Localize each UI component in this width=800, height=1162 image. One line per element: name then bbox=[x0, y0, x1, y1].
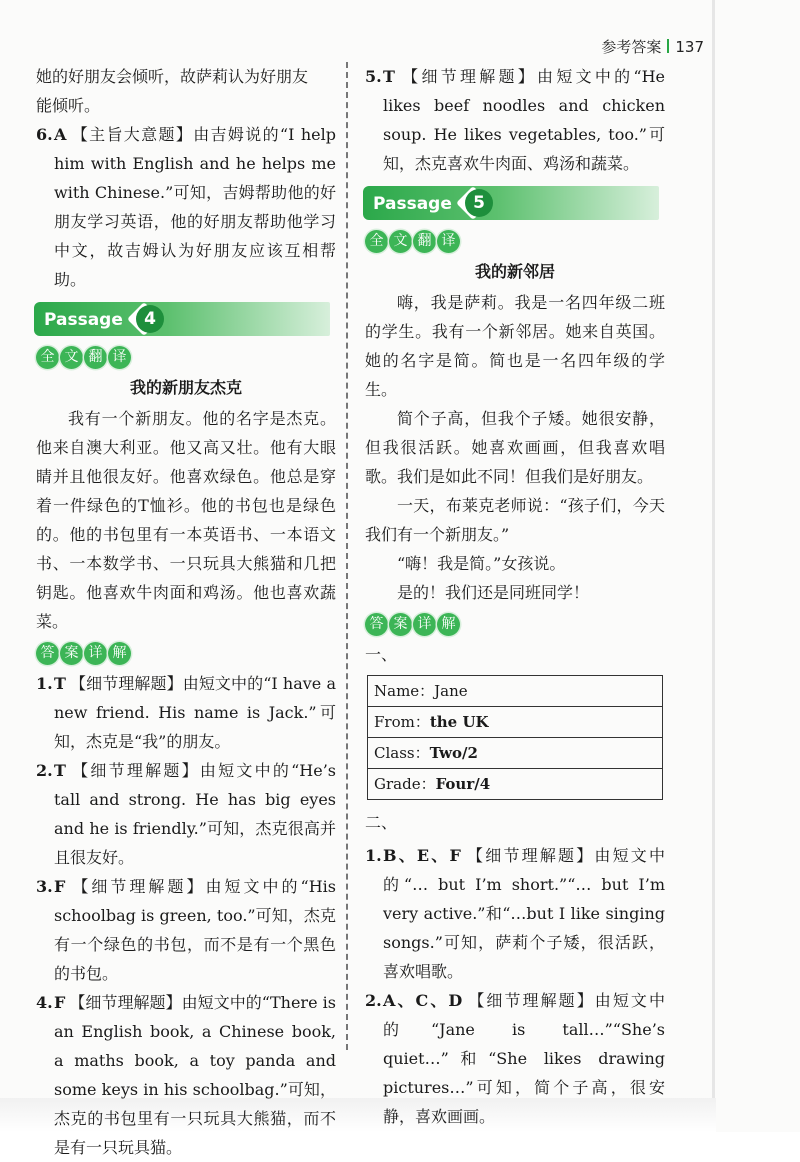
table-cell bbox=[368, 738, 663, 769]
answers-badge bbox=[36, 642, 336, 665]
passage-banner bbox=[363, 186, 665, 220]
answers-badge bbox=[365, 613, 665, 636]
answer-key: F bbox=[54, 877, 66, 896]
badge-char: 全 bbox=[365, 230, 388, 253]
page-header bbox=[601, 36, 704, 57]
answer-item bbox=[365, 841, 665, 986]
table-value: Jane bbox=[434, 681, 468, 700]
answer-item bbox=[365, 62, 665, 178]
page-number: 137 bbox=[675, 38, 704, 56]
badge-char: 文 bbox=[60, 346, 83, 369]
translation-paragraph: 我有一个新朋友。他的名字是杰克。他来自澳大利亚。他又高又壮。他有大眼睛并且他很友好。他喜欢绿色。他总是穿着一件绿色的T恤衫。他的书包也是绿色的。他的书包里有一本英语书、一本语文书、一本数学书、一只玩具大熊猫和几把钥匙。他喜欢牛肉面和鸡汤。他也喜欢蔬菜。 bbox=[36, 409, 336, 631]
info-table bbox=[367, 675, 663, 800]
answer-key: F bbox=[54, 993, 66, 1012]
answer-item bbox=[365, 986, 665, 1131]
answer-item bbox=[36, 988, 336, 1162]
header-section-label: 参考答案 bbox=[601, 38, 662, 56]
answer-explanation: 【细节理解题】由短文中的“His schoolbag is green, too.”可知，杰克有一个绿色的书包，而不是有一个黑色的书包。 bbox=[54, 877, 336, 983]
table-row bbox=[368, 738, 663, 769]
badge-char: 详 bbox=[84, 642, 107, 665]
column-divider bbox=[346, 62, 348, 1050]
table-value: the UK bbox=[429, 712, 489, 731]
answer-key: A bbox=[54, 125, 67, 144]
table-row bbox=[368, 676, 663, 707]
answer-item bbox=[36, 756, 336, 872]
answer-key: A、C、D bbox=[383, 991, 463, 1010]
answer-item bbox=[36, 120, 336, 294]
badge-char: 解 bbox=[108, 642, 131, 665]
badge-char: 翻 bbox=[84, 346, 107, 369]
badge-char: 案 bbox=[389, 613, 412, 636]
answer-item bbox=[36, 669, 336, 756]
answer-body bbox=[383, 841, 665, 986]
answer-explanation: 【细节理解题】由短文中的“Jane is tall…”“She’s quiet…”和“She likes drawing pictures…”可知，简个子高，很安静，喜欢画画。 bbox=[383, 991, 665, 1126]
answer-body bbox=[54, 120, 336, 294]
table-row bbox=[368, 769, 663, 800]
section-label: 一、 bbox=[365, 645, 398, 664]
answer-body bbox=[54, 669, 336, 756]
answer-number: 2. bbox=[36, 761, 53, 780]
table-cell bbox=[368, 769, 663, 800]
passage-title: 我的新朋友杰克 bbox=[129, 378, 242, 397]
badge-char: 全 bbox=[36, 346, 59, 369]
translation-badge bbox=[36, 346, 336, 369]
badge-char: 译 bbox=[437, 230, 460, 253]
answer-explanation: 【主旨大意题】由吉姆说的“I help him with English and he helps me with Chinese.”可知，吉姆帮助他的好朋友学习英语，他的好朋友帮助他学习中文，故吉姆认为好朋友应该互相帮助。 bbox=[54, 125, 336, 289]
answer-number: 2. bbox=[365, 991, 382, 1010]
answer-explanation: 【细节理解题】由短文中的“… but I’m short.”“… but I’m very active.”和“…but I like singing songs.”可知，萨莉个子矮，很活跃，喜欢唱歌。 bbox=[383, 846, 665, 981]
answer-number: 4. bbox=[36, 993, 53, 1012]
section-label: 二、 bbox=[365, 813, 398, 832]
passage-title: 我的新邻居 bbox=[474, 262, 555, 281]
table-label: Class： bbox=[374, 743, 430, 762]
answer-explanation: 【细节理解题】由短文中的“There is an English book, a Chinese book, a maths book, a toy panda and some keys in his schoolbag.”可知，杰克的书包里有一只玩具大熊猫，而不是有一只玩具猫。 bbox=[54, 993, 336, 1157]
table-value: Two/2 bbox=[429, 743, 478, 762]
answer-number: 5. bbox=[365, 67, 382, 86]
answer-key: B、E、F bbox=[383, 846, 461, 865]
translation-badge bbox=[365, 230, 665, 253]
table-label: Name： bbox=[374, 681, 435, 700]
table-cell bbox=[368, 676, 663, 707]
badge-char: 案 bbox=[60, 642, 83, 665]
answer-number: 1. bbox=[365, 846, 382, 865]
answer-number: 6. bbox=[36, 125, 53, 144]
table-value: Four/4 bbox=[435, 774, 491, 793]
intro-line: 她的好朋友会倾听，故萨莉认为好朋友 bbox=[36, 67, 309, 86]
answer-body bbox=[383, 986, 665, 1131]
answer-body bbox=[54, 872, 336, 988]
answer-number: 1. bbox=[36, 674, 53, 693]
passage-banner bbox=[34, 302, 336, 336]
badge-char: 详 bbox=[413, 613, 436, 636]
table-label: From： bbox=[374, 712, 430, 731]
translation-paragraph: 一天，布莱克老师说：“孩子们，今天我们有一个新朋友。” bbox=[365, 496, 665, 544]
translation-paragraph: 嗨，我是萨莉。我是一名四年级二班的学生。我有一个新邻居。她来自英国。她的名字是简。简也是一名四年级的学生。 bbox=[365, 293, 665, 399]
header-separator bbox=[667, 39, 669, 53]
answer-number: 3. bbox=[36, 877, 53, 896]
page-edge bbox=[712, 0, 715, 1100]
passage-number: 5 bbox=[465, 189, 493, 217]
passage-label: Passage bbox=[373, 194, 452, 214]
right-column bbox=[365, 62, 665, 1131]
table-row bbox=[368, 707, 663, 738]
badge-char: 解 bbox=[437, 613, 460, 636]
badge-char: 文 bbox=[389, 230, 412, 253]
left-column bbox=[36, 62, 336, 1162]
answer-explanation: 【细节理解题】由短文中的“He likes beef noodles and chicken soup. He likes vegetables, too.”可知，杰克喜欢牛肉面、鸡汤和蔬菜。 bbox=[383, 67, 665, 173]
translation-paragraph: “嗨！我是简。”女孩说。 bbox=[397, 554, 566, 573]
answer-body bbox=[54, 756, 336, 872]
answer-key: T bbox=[383, 67, 395, 86]
answer-key: T bbox=[54, 761, 66, 780]
passage-number: 4 bbox=[136, 305, 164, 333]
intro-line: 能倾听。 bbox=[36, 96, 101, 115]
passage-label: Passage bbox=[44, 310, 123, 330]
translation-paragraph: 简个子高，但我个子矮。她很安静，但我很活跃。她喜欢画画，但我喜欢唱歌。我们是如此不同！但我们是好朋友。 bbox=[365, 409, 665, 486]
answer-key: T bbox=[54, 674, 66, 693]
answer-body bbox=[54, 988, 336, 1162]
answer-item bbox=[36, 872, 336, 988]
translation-paragraph: 是的！我们还是同班同学！ bbox=[397, 583, 590, 602]
answer-explanation: 【细节理解题】由短文中的“I have a new friend. His name is Jack.”可知，杰克是“我”的朋友。 bbox=[54, 674, 336, 751]
table-label: Grade： bbox=[374, 774, 436, 793]
badge-char: 翻 bbox=[413, 230, 436, 253]
table-cell bbox=[368, 707, 663, 738]
answer-body bbox=[383, 62, 665, 178]
badge-char: 答 bbox=[36, 642, 59, 665]
badge-char: 译 bbox=[108, 346, 131, 369]
badge-char: 答 bbox=[365, 613, 388, 636]
answer-explanation: 【细节理解题】由短文中的“He’s tall and strong. He has big eyes and he is friendly.”可知，杰克很高并且很友好。 bbox=[54, 761, 336, 867]
